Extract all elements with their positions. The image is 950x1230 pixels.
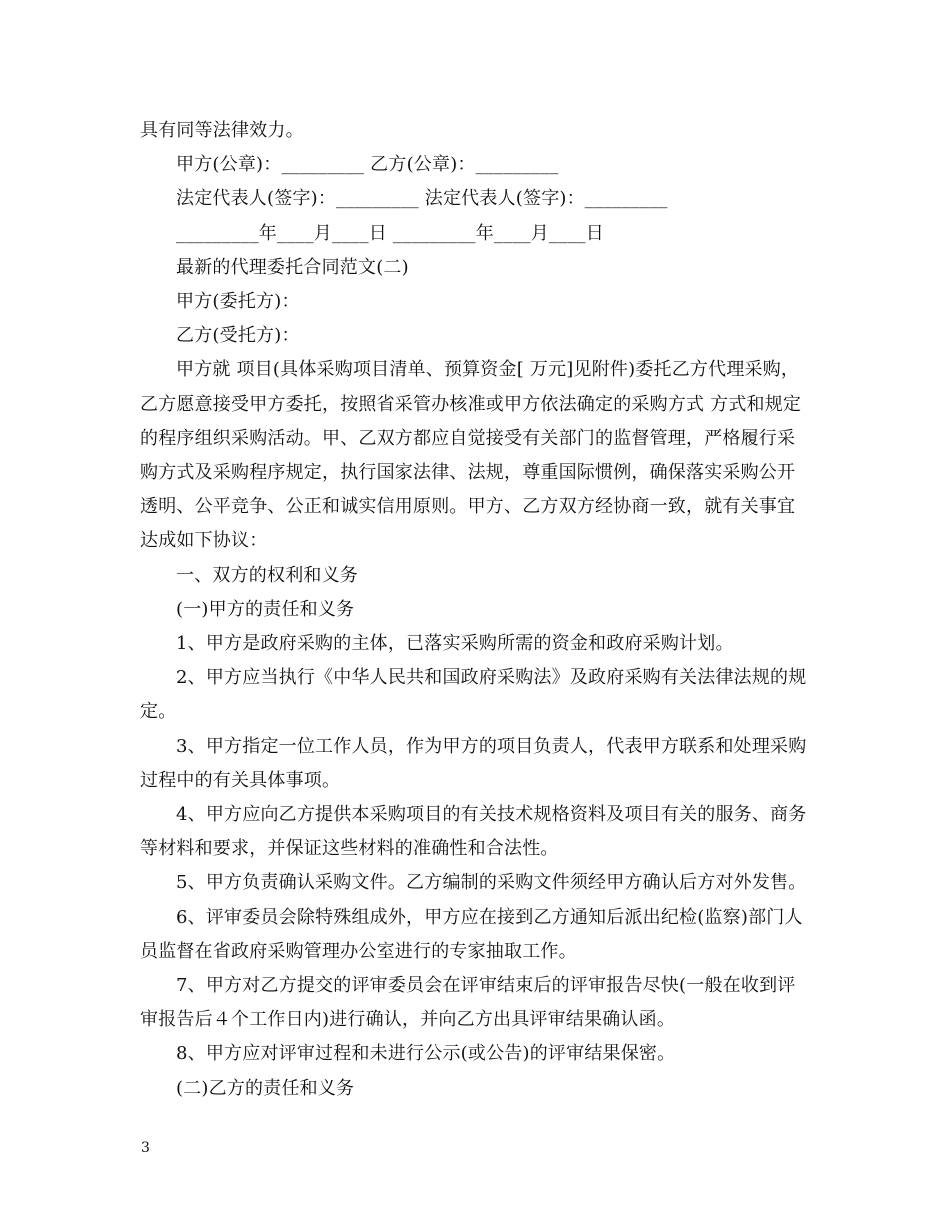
heading-rights-obligations: 一、双方的权利和义务 — [176, 564, 358, 586]
party-a-line: 甲方(委托方)： — [176, 291, 300, 313]
page-number: 3 — [141, 1140, 150, 1156]
clause-8: 8、甲方应对评审过程和未进行公示(或公告)的评审结果保密。 — [176, 1043, 676, 1065]
clause-3: 3、甲方指定一位工作人员，作为甲方的项目负责人，代表甲方联系和处理采购过程中的有关具体事项。 — [140, 735, 807, 791]
section-title: 最新的代理委托合同范文(二) — [176, 256, 409, 278]
clause-4: 4、甲方应向乙方提供本采购项目的有关技术规格资料及项目有关的服务、商务等材料和要求，并保证这些材料的准确性和合法性。 — [140, 804, 807, 860]
clause-1: 1、甲方是政府采购的主体，已落实采购所需的资金和政府采购计划。 — [176, 633, 734, 655]
heading-party-a-duties: (一)甲方的责任和义务 — [176, 598, 355, 620]
paragraph-seals: 甲方(公章)：_________ 乙方(公章)：_________ — [176, 154, 559, 176]
paragraph-representatives: 法定代表人(签字)：_________ 法定代表人(签字)：_________ — [176, 188, 668, 210]
clause-2: 2、甲方应当执行《中华人民共和国政府采购法》及政府采购有关法律法规的规定。 — [140, 667, 807, 723]
clause-6: 6、评审委员会除特殊组成外，甲方应在接到乙方通知后派出纪检(监察)部门人员监督在省政府采购管理办公室进行的专家抽取工作。 — [140, 906, 803, 962]
party-b-line: 乙方(受托方)： — [176, 325, 300, 347]
document-body — [140, 114, 812, 1106]
paragraph-dates: _________年____月____日 _________年____月____日 — [176, 222, 604, 244]
paragraph-intro: 甲方就 项目(具体采购项目清单、预算资金[ 万元]见附件)委托乙方代理采购，乙方愿意接受甲方委托，按照省采管办核准或甲方依法确定的采购方式 方式和规定的程序组织采购活动。甲、乙双方都应自觉接受有关部门的监督管理，严格履行采购方式及采购程序规定，执行国家法律、法规，尊重国际惯例，确保落实采购公开透明、公平竞争、公正和诚实信用原则。甲方、乙方双方经协商一致，就有关事宜达成如下协议： — [140, 359, 802, 552]
heading-party-b-duties: (二)乙方的责任和义务 — [176, 1077, 355, 1099]
paragraph-validity: 具有同等法律效力。 — [140, 120, 304, 141]
clause-5: 5、甲方负责确认采购文件。乙方编制的采购文件须经甲方确认后方对外发售。 — [176, 872, 807, 894]
clause-7: 7、甲方对乙方提交的评审委员会在评审结束后的评审报告尽快(一般在收到评审报告后４个工作日内)进行确认，并向乙方出具评审结果确认函。 — [140, 975, 796, 1031]
